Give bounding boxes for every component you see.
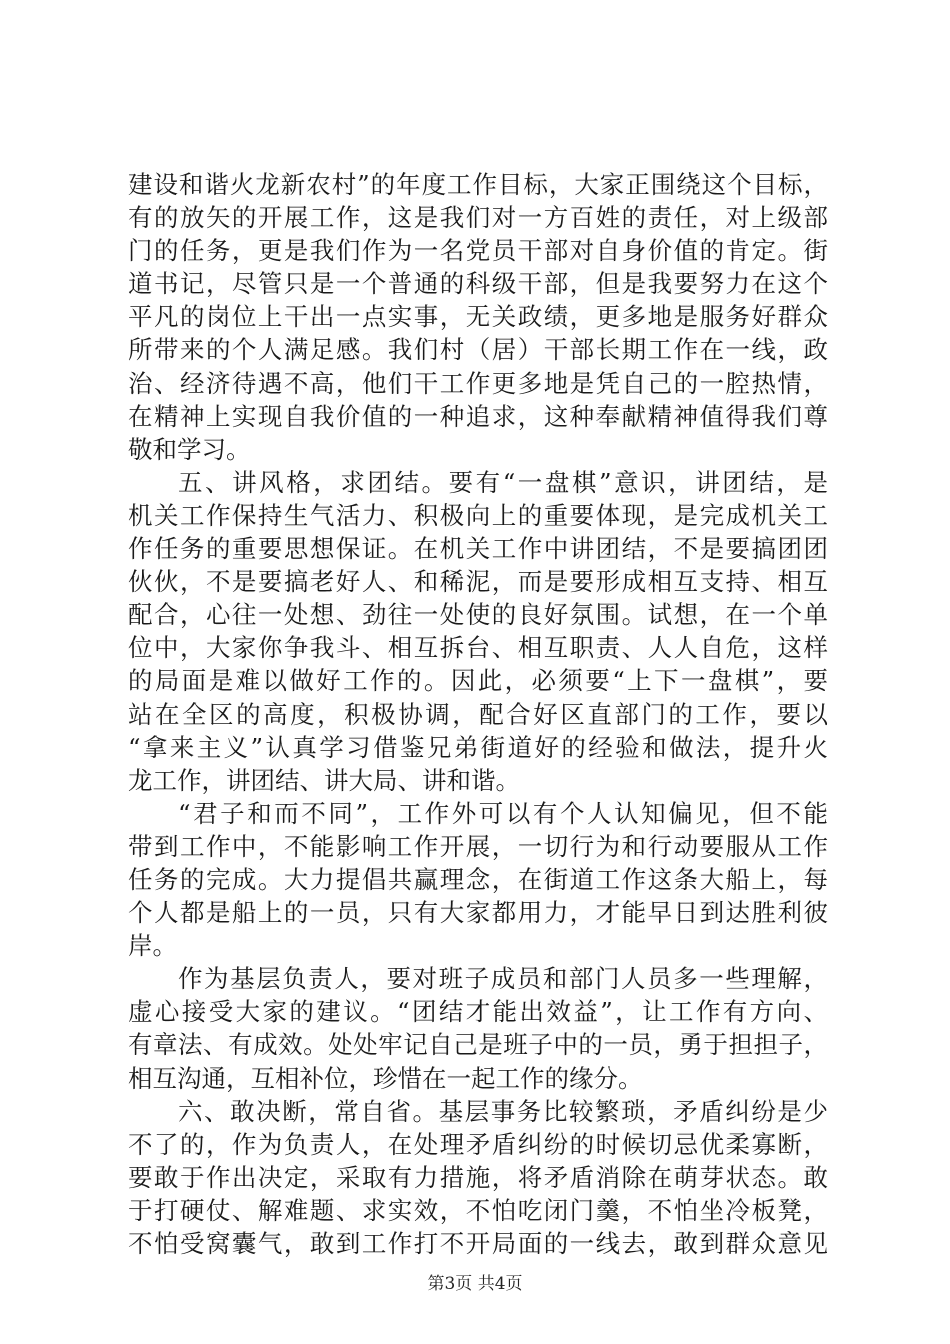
text-line: 要敢于作出决定，采取有力措施，将矛盾消除在萌芽状态。敢 xyxy=(128,1162,828,1192)
body-text xyxy=(128,168,828,1260)
text-line: 不怕受窝囊气，敢到工作打不开局面的一线去，敢到群众意见 xyxy=(128,1229,828,1258)
text-line: 不了的，作为负责人，在处理矛盾纠纷的时候切忌优柔寡断， xyxy=(128,1129,828,1159)
text-line: 敬和学习。 xyxy=(128,434,251,464)
paragraph-first-line: “君子和而不同”，工作外可以有个人认知偏见，但不能 xyxy=(178,798,828,828)
text-line: 于打硬仗、解难题、求实效，不怕吃闭门羹，不怕坐冷板凳， xyxy=(128,1195,828,1225)
text-line: 带到工作中，不能影响工作开展，一切行为和行动要服从工作 xyxy=(128,831,828,861)
text-line: 的局面是难以做好工作的。因此，必须要“上下一盘棋”，要 xyxy=(128,666,828,696)
paragraph-first-line: 作为基层负责人，要对班子成员和部门人员多一些理解， xyxy=(178,964,828,994)
text-line: 机关工作保持生气活力、积极向上的重要体现，是完成机关工 xyxy=(128,500,828,530)
text-line: 配合，心往一处想、劲往一处使的良好氛围。试想，在一个单 xyxy=(128,600,828,630)
text-line: 门的任务，更是我们作为一名党员干部对自身价值的肯定。街 xyxy=(128,236,828,266)
page-number-footer: 第3页 共4页 xyxy=(427,1274,523,1294)
text-line: 道书记，尽管只是一个普通的科级干部，但是我要努力在这个 xyxy=(128,269,828,299)
text-line: 虚心接受大家的建议。“团结才能出效益”，让工作有方向、 xyxy=(128,997,828,1027)
text-line: 伙伙，不是要搞老好人、和稀泥，而是要形成相互支持、相互 xyxy=(128,567,828,597)
text-line: 在精神上实现自我价值的一种追求，这种奉献精神值得我们尊 xyxy=(128,401,828,431)
paragraph-first-line: 六、敢决断，常自省。基层事务比较繁琐，矛盾纠纷是少 xyxy=(178,1096,828,1126)
text-line: 龙工作，讲团结、讲大局、讲和谐。 xyxy=(128,765,520,795)
text-line: “拿来主义”认真学习借鉴兄弟街道好的经验和做法，提升火 xyxy=(128,732,828,762)
text-line: 作任务的重要思想保证。在机关工作中讲团结，不是要搞团团 xyxy=(128,534,828,564)
text-line: 有的放矢的开展工作，这是我们对一方百姓的责任，对上级部 xyxy=(128,203,828,233)
text-line: 所带来的个人满足感。我们村（居）干部长期工作在一线，政 xyxy=(128,335,828,365)
text-line: 平凡的岗位上干出一点实事，无关政绩，更多地是服务好群众 xyxy=(128,302,828,332)
paragraph-first-line: 五、讲风格，求团结。要有“一盘棋”意识，讲团结，是 xyxy=(178,467,828,497)
text-line: 建设和谐火龙新农村”的年度工作目标，大家正围绕这个目标， xyxy=(128,170,828,199)
text-line: 位中，大家你争我斗、相互拆台、相互职责、人人自危，这样 xyxy=(128,633,828,663)
text-line: 任务的完成。大力提倡共赢理念，在街道工作这条大船上，每 xyxy=(128,864,828,894)
text-line: 个人都是船上的一员，只有大家都用力，才能早日到达胜利彼 xyxy=(128,898,828,928)
text-line: 治、经济待遇不高，他们干工作更多地是凭自己的一腔热情， xyxy=(128,368,828,398)
text-line: 相互沟通，互相补位，珍惜在一起工作的缘分。 xyxy=(128,1063,643,1093)
text-line: 有章法、有成效。处处牢记自己是班子中的一员，勇于担担子， xyxy=(128,1030,828,1060)
text-line: 站在全区的高度，积极协调，配合好区直部门的工作，要以 xyxy=(128,699,828,729)
text-line: 岸。 xyxy=(128,931,177,961)
